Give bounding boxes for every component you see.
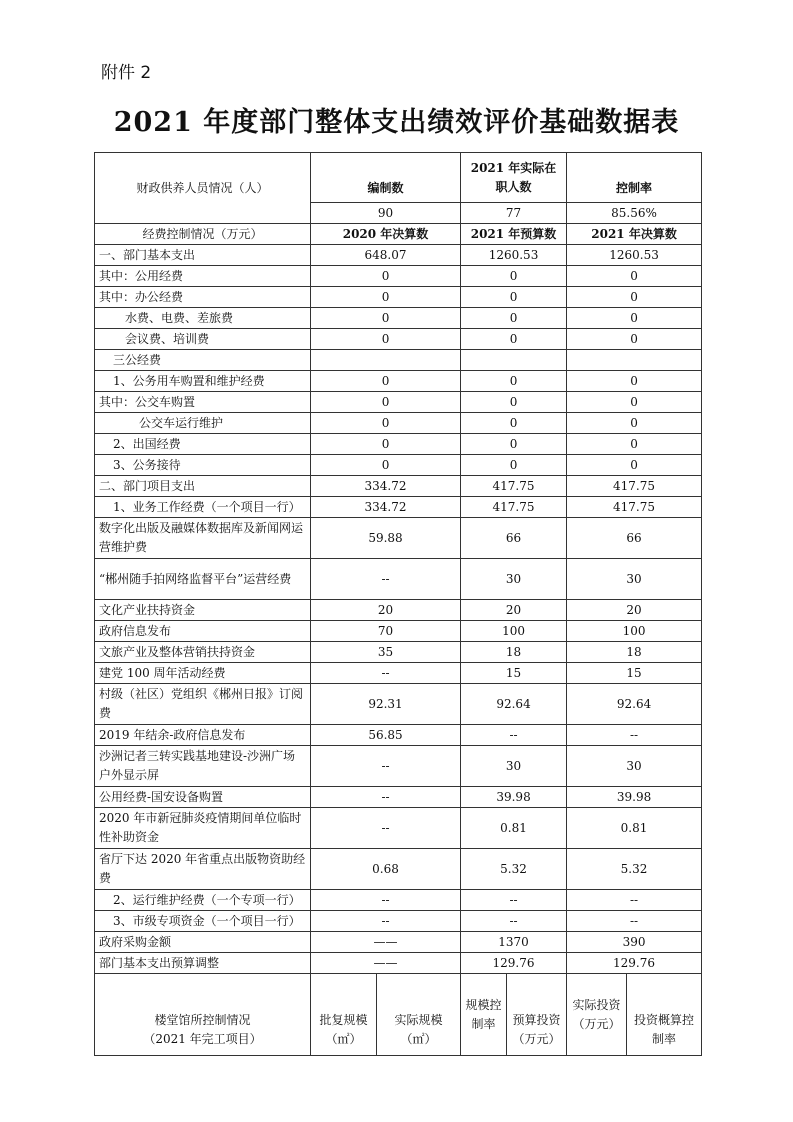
row-label: 政府采购金额 xyxy=(95,932,311,953)
row-label: 省厅下达 2020 年省重点出版物资助经费 xyxy=(95,849,311,890)
value-2021-budget: -- xyxy=(461,890,567,911)
value-2020-final: 0.68 xyxy=(311,849,461,890)
value-2021-final: 30 xyxy=(567,559,702,600)
row-label: 部门基本支出预算调整 xyxy=(95,953,311,974)
value-2021-final: 0 xyxy=(567,413,702,434)
value-2021-budget: 129.76 xyxy=(461,953,567,974)
value-2021-final: 15 xyxy=(567,663,702,684)
value-2021-budget: 0 xyxy=(461,413,567,434)
value-2020-final: 0 xyxy=(311,266,461,287)
value-2021-budget: 0 xyxy=(461,455,567,476)
table-row xyxy=(95,621,702,642)
value-2021-final: 20 xyxy=(567,600,702,621)
table-row xyxy=(95,911,702,932)
value-2021-final: 18 xyxy=(567,642,702,663)
table-row xyxy=(95,932,702,953)
value-2020-final: 0 xyxy=(311,371,461,392)
value-2020-final: 0 xyxy=(311,287,461,308)
row-label: 其中：公交车购置 xyxy=(95,392,311,413)
value-2021-final: 417.75 xyxy=(567,497,702,518)
value-2020-final: 334.72 xyxy=(311,497,461,518)
row-label: 其中：办公经费 xyxy=(95,287,311,308)
value-2020-final: 334.72 xyxy=(311,476,461,497)
staff-label: 财政供养人员情况（人） xyxy=(95,153,311,224)
value-2021-final: 0 xyxy=(567,455,702,476)
value-2020-final: 648.07 xyxy=(311,245,461,266)
value-2020-final: -- xyxy=(311,787,461,808)
value-2021-final: -- xyxy=(567,890,702,911)
row-label: 文旅产业及整体营销扶持资金 xyxy=(95,642,311,663)
value-2021-budget: 30 xyxy=(461,746,567,787)
value-2021-budget: 1370 xyxy=(461,932,567,953)
value-2021-budget: -- xyxy=(461,911,567,932)
table-row xyxy=(95,392,702,413)
value-2020-final: 35 xyxy=(311,642,461,663)
value-2021-budget: 100 xyxy=(461,621,567,642)
row-label: 村级（社区）党组织《郴州日报》订阅费 xyxy=(95,684,311,725)
value-2021-budget: 30 xyxy=(461,559,567,600)
row-label: 水费、电费、差旅费 xyxy=(95,308,311,329)
table-row xyxy=(95,518,702,559)
building-actual-scale: 实际规模 （㎡） xyxy=(377,974,461,1056)
building-label-line1: 楼堂馆所控制情况 xyxy=(154,1013,251,1027)
value-2020-final: 20 xyxy=(311,600,461,621)
value-2021-budget: 1260.53 xyxy=(461,245,567,266)
value-2020-final: -- xyxy=(311,663,461,684)
row-label: 3、市级专项资金（一个项目一行） xyxy=(95,911,311,932)
performance-data-table xyxy=(94,152,702,1056)
table-row xyxy=(95,476,702,497)
value-2021-budget: 417.75 xyxy=(461,476,567,497)
value-2020-final: -- xyxy=(311,808,461,849)
table-row xyxy=(95,725,702,746)
table-row xyxy=(95,890,702,911)
row-label: 公用经费-国安设备购置 xyxy=(95,787,311,808)
row-label: 一、部门基本支出 xyxy=(95,245,311,266)
budget-label: 经费控制情况（万元） xyxy=(95,224,311,245)
row-label: 政府信息发布 xyxy=(95,621,311,642)
table-row xyxy=(95,329,702,350)
value-2020-final: 0 xyxy=(311,434,461,455)
value-2021-budget: -- xyxy=(461,725,567,746)
value-2021-final: 100 xyxy=(567,621,702,642)
row-label: 2、出国经费 xyxy=(95,434,311,455)
building-actual-investment: 实际投资（万元） xyxy=(567,974,627,1056)
value-2020-final: 0 xyxy=(311,392,461,413)
value-2021-budget: 20 xyxy=(461,600,567,621)
row-label: 其中：公用经费 xyxy=(95,266,311,287)
value-2021-budget xyxy=(461,350,567,371)
table-row xyxy=(95,371,702,392)
value-2021-final: 30 xyxy=(567,746,702,787)
staff-header-rate: 控制率 xyxy=(567,153,702,203)
value-2021-final: -- xyxy=(567,725,702,746)
value-2020-final: —— xyxy=(311,953,461,974)
value-2021-final: 39.98 xyxy=(567,787,702,808)
row-label: 会议费、培训费 xyxy=(95,329,311,350)
value-2020-final: 0 xyxy=(311,329,461,350)
value-2021-budget: 0.81 xyxy=(461,808,567,849)
value-2021-budget: 5.32 xyxy=(461,849,567,890)
building-scale-rate: 规模控制率 xyxy=(461,974,507,1056)
value-2021-final: 0 xyxy=(567,392,702,413)
value-2021-final: 5.32 xyxy=(567,849,702,890)
value-2021-final xyxy=(567,350,702,371)
table-row xyxy=(95,350,702,371)
table-row xyxy=(95,497,702,518)
value-2021-final: 66 xyxy=(567,518,702,559)
value-2020-final: -- xyxy=(311,746,461,787)
value-2021-budget: 0 xyxy=(461,287,567,308)
value-2020-final: 56.85 xyxy=(311,725,461,746)
table-row xyxy=(95,600,702,621)
value-2021-final: 1260.53 xyxy=(567,245,702,266)
table-row xyxy=(95,245,702,266)
row-label: 2019 年结余-政府信息发布 xyxy=(95,725,311,746)
value-2021-final: 0 xyxy=(567,266,702,287)
value-2020-final: -- xyxy=(311,911,461,932)
table-row xyxy=(95,849,702,890)
value-2020-final: —— xyxy=(311,932,461,953)
staff-header-actual: 2021 年实际在职人数 xyxy=(461,153,567,203)
value-2021-final: 129.76 xyxy=(567,953,702,974)
value-2021-final: 0 xyxy=(567,287,702,308)
row-label: 1、公务用车购置和维护经费 xyxy=(95,371,311,392)
budget-col-2020: 2020 年决算数 xyxy=(311,224,461,245)
staff-value-rate: 85.56% xyxy=(567,203,702,224)
value-2021-final: 0 xyxy=(567,371,702,392)
row-label: 2020 年市新冠肺炎疫情期间单位临时性补助资金 xyxy=(95,808,311,849)
value-2021-budget: 0 xyxy=(461,308,567,329)
value-2020-final: 0 xyxy=(311,308,461,329)
value-2020-final: 70 xyxy=(311,621,461,642)
table-row xyxy=(95,787,702,808)
table-row xyxy=(95,684,702,725)
value-2020-final: 59.88 xyxy=(311,518,461,559)
building-label-line2: （2021 年完工项目） xyxy=(143,1032,262,1046)
table-row xyxy=(95,413,702,434)
table-row xyxy=(95,559,702,600)
value-2021-final: 0.81 xyxy=(567,808,702,849)
row-label: 建党 100 周年活动经费 xyxy=(95,663,311,684)
value-2020-final: 0 xyxy=(311,413,461,434)
budget-col-2021-budget: 2021 年预算数 xyxy=(461,224,567,245)
table-row xyxy=(95,808,702,849)
value-2021-final: 0 xyxy=(567,329,702,350)
page-title: 2021 年度部门整体支出绩效评价基础数据表 xyxy=(113,107,680,138)
table-row xyxy=(95,746,702,787)
value-2020-final: 92.31 xyxy=(311,684,461,725)
table-row xyxy=(95,953,702,974)
value-2021-final: 390 xyxy=(567,932,702,953)
value-2021-budget: 0 xyxy=(461,434,567,455)
building-approved-scale: 批复规模 （㎡） xyxy=(311,974,377,1056)
attachment-label: 附件 2 xyxy=(101,63,152,83)
row-label: 文化产业扶持资金 xyxy=(95,600,311,621)
row-label: 公交车运行维护 xyxy=(95,413,311,434)
value-2021-final: 0 xyxy=(567,308,702,329)
row-label: 数字化出版及融媒体数据库及新闻网运营维护费 xyxy=(95,518,311,559)
value-2021-budget: 0 xyxy=(461,329,567,350)
row-label: 3、公务接待 xyxy=(95,455,311,476)
table-row xyxy=(95,642,702,663)
value-2021-budget: 39.98 xyxy=(461,787,567,808)
table-row xyxy=(95,434,702,455)
building-label xyxy=(95,974,311,1056)
row-label: “郴州随手拍网络监督平台”运营经费 xyxy=(95,559,311,600)
table-row xyxy=(95,308,702,329)
staff-header-quota: 编制数 xyxy=(311,153,461,203)
table-row xyxy=(95,266,702,287)
value-2021-budget: 92.64 xyxy=(461,684,567,725)
value-2021-final: 417.75 xyxy=(567,476,702,497)
value-2021-budget: 18 xyxy=(461,642,567,663)
value-2021-budget: 0 xyxy=(461,371,567,392)
building-budget-investment: 预算投资（万元） xyxy=(507,974,567,1056)
table-row xyxy=(95,455,702,476)
value-2021-budget: 0 xyxy=(461,266,567,287)
value-2021-budget: 417.75 xyxy=(461,497,567,518)
value-2021-budget: 15 xyxy=(461,663,567,684)
value-2021-final: -- xyxy=(567,911,702,932)
value-2021-final: 92.64 xyxy=(567,684,702,725)
row-label: 2、运行维护经费（一个专项一行） xyxy=(95,890,311,911)
value-2020-final xyxy=(311,350,461,371)
staff-value-actual: 77 xyxy=(461,203,567,224)
budget-col-2021-final: 2021 年决算数 xyxy=(567,224,702,245)
row-label: 1、业务工作经费（一个项目一行） xyxy=(95,497,311,518)
row-label: 二、部门项目支出 xyxy=(95,476,311,497)
value-2021-budget: 0 xyxy=(461,392,567,413)
row-label: 三公经费 xyxy=(95,350,311,371)
value-2020-final: 0 xyxy=(311,455,461,476)
table-row xyxy=(95,663,702,684)
value-2020-final: -- xyxy=(311,559,461,600)
staff-value-quota: 90 xyxy=(311,203,461,224)
row-label: 沙洲记者三转实践基地建设-沙洲广场户外显示屏 xyxy=(95,746,311,787)
table-row xyxy=(95,287,702,308)
value-2021-final: 0 xyxy=(567,434,702,455)
value-2020-final: -- xyxy=(311,890,461,911)
building-investment-rate: 投资概算控制率 xyxy=(627,974,702,1056)
value-2021-budget: 66 xyxy=(461,518,567,559)
